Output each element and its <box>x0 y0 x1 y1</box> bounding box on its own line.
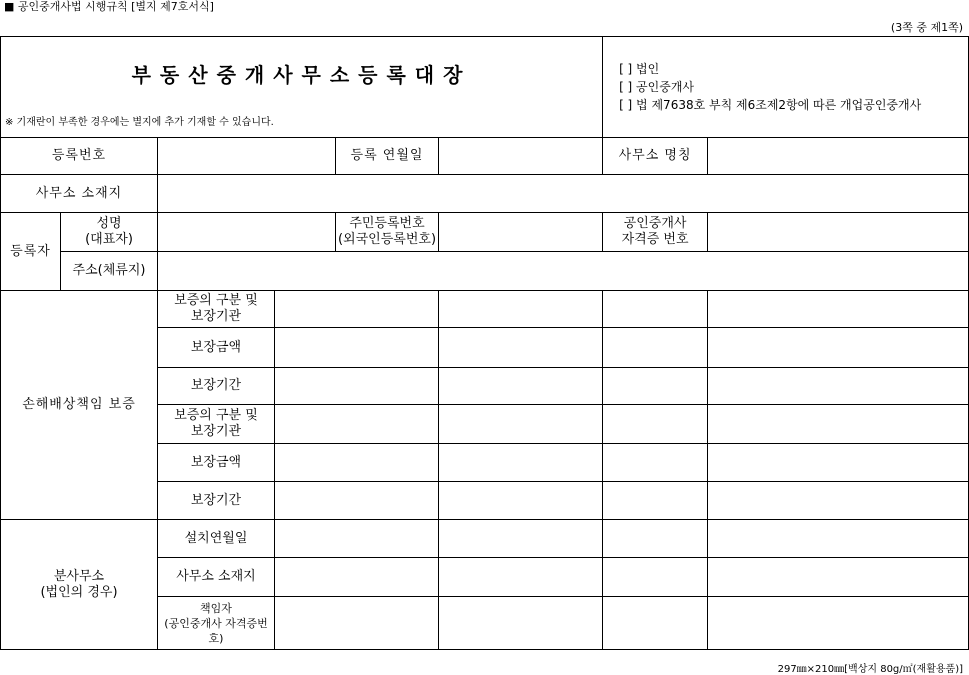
guarantee-field[interactable] <box>708 328 969 368</box>
branch-field[interactable] <box>439 520 603 558</box>
cert-no-text-1: 공인중개사 <box>623 216 687 231</box>
branch-field[interactable] <box>439 558 603 597</box>
office-name-label: 사무소 명칭 <box>603 138 708 175</box>
office-name-field[interactable] <box>708 138 969 175</box>
branch-row-1 <box>1 520 969 558</box>
reg-no-field[interactable] <box>158 138 336 175</box>
resident-no-text: 주민등록번호 <box>349 216 425 231</box>
form-reference: ■ 공인중개사법 시행규칙 [별지 제7호서식] <box>4 0 214 13</box>
type-options <box>603 37 969 138</box>
branch-field[interactable] <box>603 520 708 558</box>
guarantee-field[interactable] <box>439 291 603 328</box>
guarantee-type-text-1: 보증의 구분 및 <box>174 408 258 423</box>
guarantee-field[interactable] <box>603 444 708 482</box>
resident-no-sub: (외국인등록번호) <box>337 232 437 247</box>
cert-no-text-2: 자격증 번호 <box>621 232 689 247</box>
guarantee-field[interactable] <box>275 291 439 328</box>
manager-text-1: 책임자 <box>200 601 232 615</box>
guarantee-field[interactable] <box>439 482 603 520</box>
branch-label-text: 분사무소 <box>53 568 105 584</box>
install-date-label: 설치연월일 <box>158 520 275 558</box>
name-label <box>61 213 158 252</box>
office-address-label: 사무소 소재지 <box>1 175 158 213</box>
guarantee-field[interactable] <box>708 444 969 482</box>
cert-no-label <box>603 213 708 252</box>
option-other-agent[interactable]: [ ] 법 제7638호 부칙 제6조제2항에 따른 개업공인중개사 <box>619 98 922 112</box>
guarantee-field[interactable] <box>439 405 603 444</box>
manager-text-2: (공인중개사 자격증번 <box>164 616 268 630</box>
guarantee-period-label: 보장기간 <box>158 482 275 520</box>
branch-field[interactable] <box>708 597 969 650</box>
address-field[interactable] <box>158 252 969 291</box>
reg-date-field[interactable] <box>439 138 603 175</box>
guarantee-type-label <box>158 291 275 328</box>
branch-address-label: 사무소 소재지 <box>158 558 275 597</box>
branch-field[interactable] <box>603 558 708 597</box>
guarantee-field[interactable] <box>603 291 708 328</box>
guarantee-field[interactable] <box>439 368 603 405</box>
branch-field[interactable] <box>275 558 439 597</box>
guarantee-period-label: 보장기간 <box>158 368 275 405</box>
name-label-sub: (대표자) <box>85 232 133 247</box>
registrant-row-2 <box>1 252 969 291</box>
branch-field[interactable] <box>275 597 439 650</box>
page-title: 부동산중개사무소등록대장 <box>131 63 472 87</box>
paper-spec: 297㎜×210㎜[백상지 80g/㎡(재활용품)] <box>777 664 963 675</box>
page-info: (3쪽 중 제1쪽) <box>890 21 963 34</box>
guarantee-amount-label: 보장금액 <box>158 328 275 368</box>
branch-field[interactable] <box>603 597 708 650</box>
reg-no-label: 등록번호 <box>1 138 158 175</box>
guarantee-type-text-1: 보증의 구분 및 <box>174 293 258 308</box>
guarantee-field[interactable] <box>603 482 708 520</box>
guarantee-field[interactable] <box>603 405 708 444</box>
guarantee-field[interactable] <box>708 368 969 405</box>
manager-text-3: 호) <box>208 631 224 645</box>
note: ※ 기재란이 부족한 경우에는 별지에 추가 기재할 수 있습니다. <box>5 117 274 128</box>
name-label-text: 성명 <box>96 216 122 231</box>
guarantee-type-text-2: 보장기관 <box>190 309 242 324</box>
branch-label <box>1 520 158 650</box>
reg-row <box>1 138 969 175</box>
manager-label <box>158 597 275 650</box>
guarantee-field[interactable] <box>708 405 969 444</box>
guarantee-amount-label: 보장금액 <box>158 444 275 482</box>
title-row <box>1 37 969 138</box>
cert-no-field[interactable] <box>708 213 969 252</box>
branch-field[interactable] <box>708 558 969 597</box>
name-field[interactable] <box>158 213 336 252</box>
guarantee-field[interactable] <box>708 291 969 328</box>
guarantee-type-label <box>158 405 275 444</box>
guarantee-field[interactable] <box>439 444 603 482</box>
guarantee-field[interactable] <box>603 368 708 405</box>
guarantee-field[interactable] <box>275 444 439 482</box>
registrant-row-1 <box>1 213 969 252</box>
address-label: 주소(체류지) <box>61 252 158 291</box>
resident-no-field[interactable] <box>439 213 603 252</box>
reg-date-label: 등록 연월일 <box>336 138 439 175</box>
liability-label: 손해배상책임 보증 <box>1 291 158 520</box>
guarantee-field[interactable] <box>275 405 439 444</box>
branch-field[interactable] <box>708 520 969 558</box>
office-address-field[interactable] <box>158 175 969 213</box>
guarantee-field[interactable] <box>439 328 603 368</box>
registrant-label: 등록자 <box>1 213 61 291</box>
title-cell <box>1 37 603 138</box>
branch-field[interactable] <box>439 597 603 650</box>
branch-field[interactable] <box>275 520 439 558</box>
option-licensed-agent[interactable]: [ ] 공인중개사 <box>619 80 695 94</box>
office-address-row <box>1 175 969 213</box>
guarantee-type-text-2: 보장기관 <box>190 424 242 439</box>
guarantee-field[interactable] <box>275 328 439 368</box>
resident-no-label <box>336 213 439 252</box>
guarantee-field[interactable] <box>708 482 969 520</box>
option-corporation[interactable]: [ ] 법인 <box>619 62 660 76</box>
registration-ledger-table <box>0 36 969 650</box>
guarantee-field[interactable] <box>275 482 439 520</box>
guarantee-field[interactable] <box>275 368 439 405</box>
guarantee-row-1 <box>1 291 969 328</box>
guarantee-field[interactable] <box>603 328 708 368</box>
branch-label-sub: (법인의 경우) <box>40 584 118 600</box>
